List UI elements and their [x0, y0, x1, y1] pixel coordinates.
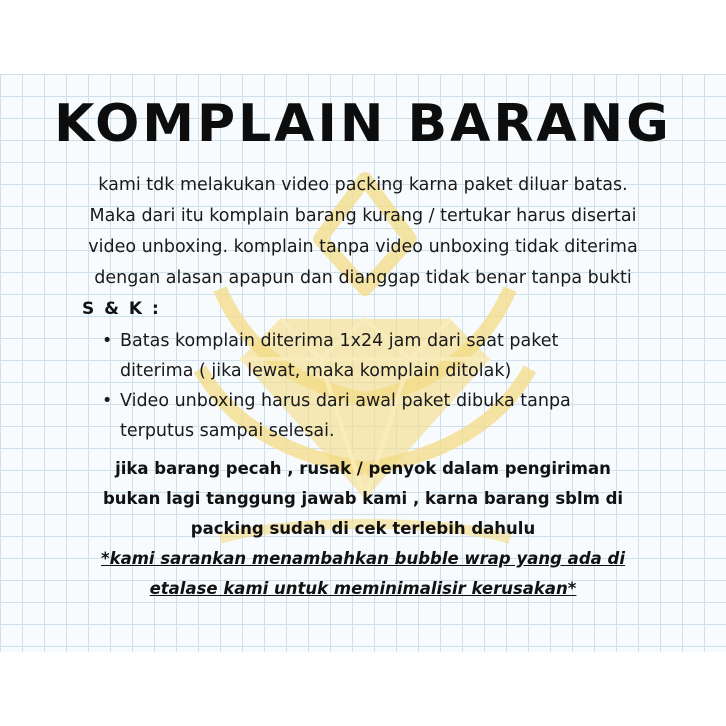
list-item	[102, 386, 662, 446]
intro-line: Maka dari itu komplain barang kurang / tertukar harus disertai	[89, 206, 637, 226]
intro-line: kami tdk melakukan video packing karna paket diluar batas.	[98, 175, 628, 195]
terms-list	[102, 326, 662, 446]
suggestion-line: etalase kami untuk meminimalisir kerusakan*	[149, 579, 577, 598]
bullet-icon: •	[102, 331, 113, 351]
term-line: diterima ( jika lewat, maka komplain ditolak)	[120, 361, 512, 381]
intro-line: dengan alasan apapun dan dianggap tidak benar tanpa bukti	[94, 268, 632, 288]
term-line: terputus sampai selesai.	[120, 421, 335, 441]
page-title: KOMPLAIN BARANG	[54, 94, 672, 154]
warning-line: packing sudah di cek terlebih dahulu	[190, 519, 536, 538]
intro-paragraph	[40, 170, 686, 294]
notice-card	[0, 74, 726, 652]
term-line: Video unboxing harus dari awal paket dibuka tanpa	[120, 391, 571, 411]
suggestion-line: *kami sarankan menambahkan bubble wrap yang ada di	[101, 549, 625, 568]
intro-line: video unboxing. komplain tanpa video unboxing tidak diterima	[88, 237, 638, 257]
warning-line: bukan lagi tanggung jawab kami , karna barang sblm di	[102, 489, 624, 508]
warning-paragraph	[40, 454, 686, 544]
list-item	[102, 326, 662, 386]
terms-heading: S & K :	[82, 299, 161, 319]
bullet-icon: •	[102, 391, 113, 411]
warning-line: jika barang pecah , rusak / penyok dalam pengiriman	[115, 459, 611, 478]
suggestion-paragraph	[40, 544, 686, 604]
term-line: Batas komplain diterima 1x24 jam dari saat paket	[120, 331, 559, 351]
